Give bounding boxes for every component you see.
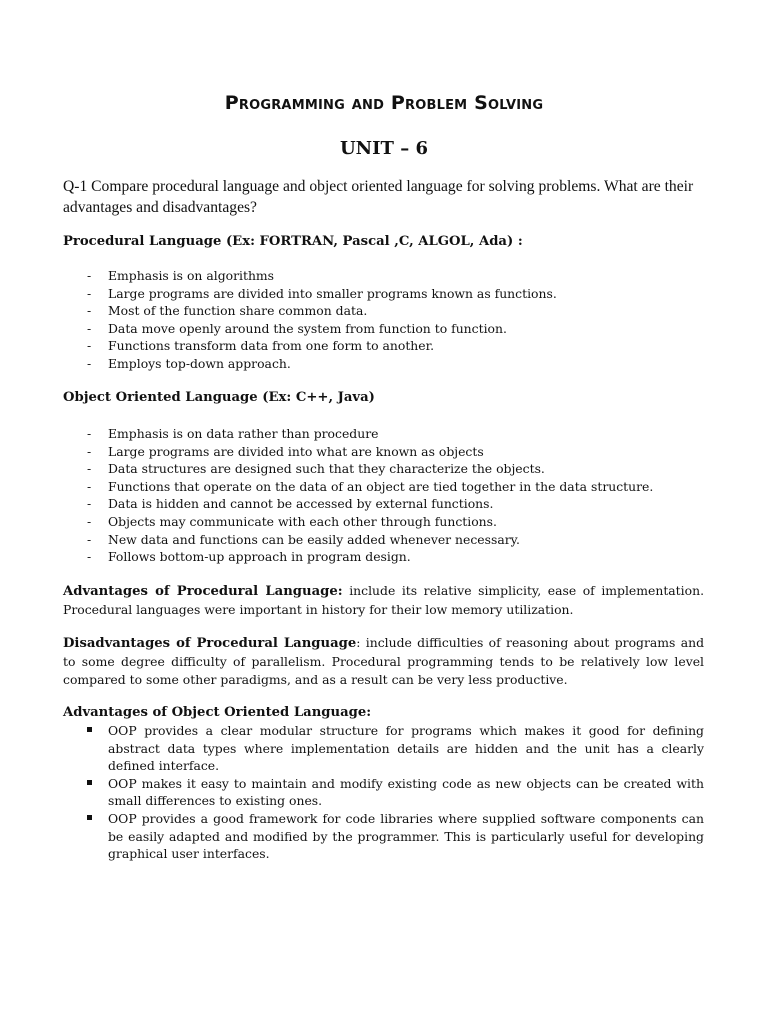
list-item: - Employs top-down approach. [87,355,291,371]
disadv-procedural-text: : include difficulties of reasoning about programs and to some degree difficulty of parallelism. Procedural programming tends to be relatively low level compared to some other paradigms, and as a result can be very less productive. [63,635,705,687]
adv-oop-heading: Advantages of Object Oriented Language: [63,705,372,720]
list-item: OOP provides a clear modular structure for programs which makes it good for defining abstract data types where implementation details are hidden and the unit has a clearly defined interface. [63,722,704,775]
adv-procedural-text: include its relative simplicity, ease of implementation. Procedural languages were important in history for their low memory utilization. [63,583,705,617]
dash-bullet: - [87,268,92,283]
document-title: Programming and Problem Solving [224,92,544,114]
list-item: - Large programs are divided into smaller programs known as functions. [87,285,557,301]
list-item: OOP makes it easy to maintain and modify existing code as new objects can be created with small differences to existing ones. [63,775,704,810]
dash-bullet: - [87,531,92,547]
dash-bullet: - [87,513,92,529]
list-item: - Large programs are divided into what are known as objects [87,443,484,459]
dash-bullet: - [87,426,92,441]
dash-bullet: - [87,461,92,477]
list-item: - Functions that operate on the data of an object are tied together in the data structure. [87,478,654,494]
dash-bullet: - [87,549,92,565]
adv-procedural-label: Advantages of Procedural Language: [63,584,343,599]
procedural-heading: Procedural Language (Ex: FORTRAN, Pascal ,C, ALGOL, Ada) : [63,234,523,249]
list-item: - Data structures are designed such that they characterize the objects. [87,461,545,477]
dash-bullet: - [87,320,92,336]
square-bullet-icon [87,815,92,820]
dash-bullet: - [87,338,92,354]
list-item: - New data and functions can be easily added whenever necessary. [87,531,520,547]
list-item: - Emphasis is on data rather than procedure [87,426,379,441]
dash-bullet: - [87,355,92,371]
list-item: - Objects may communicate with each other through functions. [87,513,497,529]
list-item: OOP provides a good framework for code libraries where supplied software components can be easily adapted and modified by the programmer. This is particularly useful for developing graphical user interfaces. [63,810,704,863]
list-item: - Emphasis is on algorithms [87,268,275,283]
dash-bullet: - [87,478,92,494]
adv-oop-list [63,722,704,863]
adv-procedural-paragraph [63,582,704,619]
disadv-procedural-paragraph [63,634,704,689]
list-item: - Data move openly around the system from function to function. [87,320,507,336]
dash-bullet: - [87,285,92,301]
oop-heading: Object Oriented Language (Ex: C++, Java) [63,390,375,405]
unit-heading: UNIT – 6 [339,138,429,159]
square-bullet-icon [87,780,92,785]
dash-bullet: - [87,303,92,319]
procedural-list [63,267,713,373]
oop-list [63,425,713,566]
dash-bullet: - [87,443,92,459]
square-bullet-icon [87,727,92,732]
list-item: - Data is hidden and cannot be accessed by external functions. [87,496,494,512]
disadv-procedural-label: Disadvantages of Procedural Language [63,636,357,651]
list-item: - Functions transform data from one form to another. [87,338,435,354]
list-item: - Most of the function share common data. [87,303,368,319]
list-item: - Follows bottom-up approach in program design. [87,549,411,565]
dash-bullet: - [87,496,92,512]
question-text: Q-1 Compare procedural language and object oriented language for solving problems. What are their advantages and disadvantages? [63,178,694,216]
